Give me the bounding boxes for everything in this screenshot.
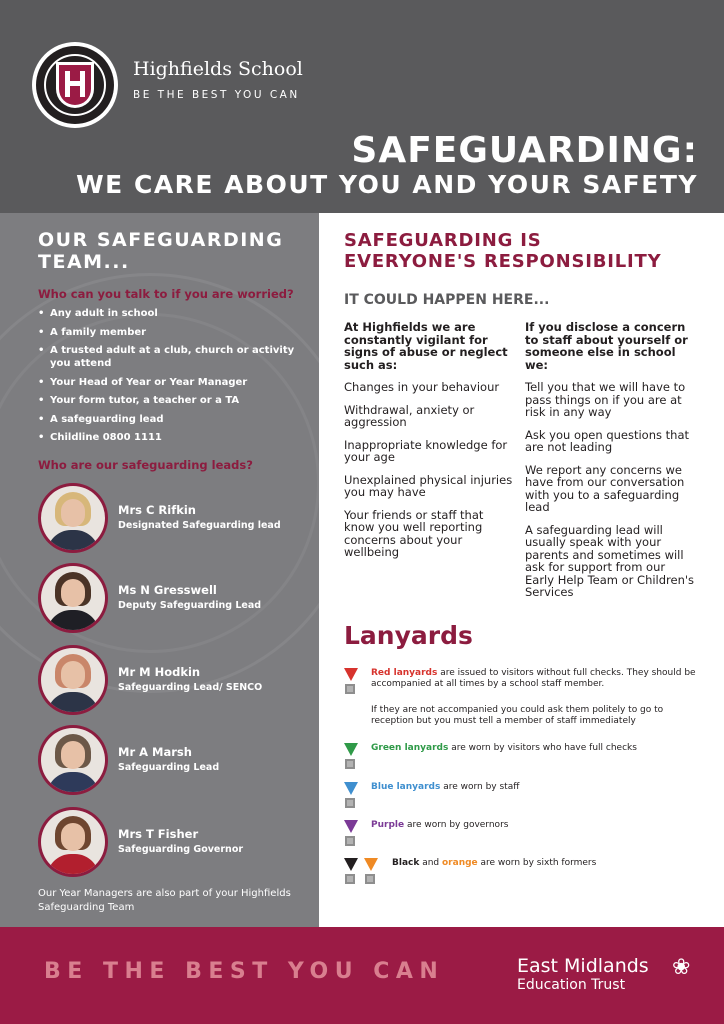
list-item: • Your Head of Year or Year Manager bbox=[38, 376, 308, 389]
purple-lanyard-icon bbox=[344, 820, 358, 833]
black-lanyard-label: Black bbox=[392, 858, 420, 868]
lanyard-card-icon bbox=[345, 874, 355, 884]
blue-lanyard-icon bbox=[344, 782, 358, 795]
orange-lanyard-icon bbox=[364, 858, 378, 871]
orange-lanyard-label: orange bbox=[442, 858, 478, 868]
lanyard-card-icon bbox=[345, 684, 355, 694]
leads-question: Who are our safeguarding leads? bbox=[38, 458, 253, 472]
safeguarding-team-panel bbox=[0, 213, 319, 927]
list-item: A safeguarding lead will usually speak with your parents and sometimes will ask for support from our Early Help Team or Children's Services bbox=[525, 522, 695, 599]
lead-name: Ms N Gresswell bbox=[118, 583, 217, 597]
list-item: Tell you that we will have to pass things on if you are at risk in any way bbox=[525, 380, 686, 419]
talk-list bbox=[38, 307, 308, 450]
sixth-form-lanyard-desc: are worn by sixth formers bbox=[477, 858, 597, 868]
lead-name: Mr M Hodkin bbox=[118, 665, 201, 679]
list-item: We report any concerns we have from our conversation with you to a safeguarding lead bbox=[525, 462, 685, 514]
header-banner bbox=[0, 0, 724, 213]
lead-role: Safeguarding Governor bbox=[118, 844, 244, 855]
team-title: OUR SAFEGUARDING TEAM... bbox=[38, 229, 284, 273]
green-lanyard-text bbox=[371, 743, 706, 754]
vigilant-heading: At Highfields we are constantly vigilant for signs of abuse or neglect such as: bbox=[344, 320, 508, 372]
list-item: Changes in your behaviour bbox=[344, 380, 500, 394]
trust-name-line2: Education Trust bbox=[517, 977, 626, 993]
lead-card bbox=[38, 807, 318, 877]
red-lanyard-label: Red lanyards bbox=[371, 668, 438, 678]
purple-lanyard-label: Purple bbox=[371, 820, 405, 830]
lanyard-card-icon bbox=[365, 874, 375, 884]
page-title: SAFEGUARDING: bbox=[351, 130, 698, 171]
responsibility-title bbox=[344, 230, 661, 272]
list-item: • Your form tutor, a teacher or a TA bbox=[38, 394, 308, 407]
red-lanyard-icon bbox=[344, 668, 358, 681]
lead-photo bbox=[38, 807, 108, 877]
sixth-form-lanyard-text bbox=[392, 858, 724, 869]
school-motto: BE THE BEST YOU CAN bbox=[133, 89, 300, 101]
responsibility-title-line: SAFEGUARDING IS bbox=[344, 230, 542, 251]
blue-lanyard-desc: are worn by staff bbox=[440, 782, 520, 792]
lead-role: Safeguarding Lead/ SENCO bbox=[118, 682, 263, 693]
trust-logo-icon: ❀ bbox=[672, 955, 691, 980]
disclose-heading: If you disclose a concern to staff about yourself or someone else in school we: bbox=[525, 320, 688, 372]
lanyard-card-icon bbox=[345, 759, 355, 769]
lead-photo bbox=[38, 563, 108, 633]
lanyard-card-icon bbox=[345, 836, 355, 846]
red-lanyard-text bbox=[371, 668, 706, 689]
green-lanyard-desc: are worn by visitors who have full checks bbox=[448, 743, 637, 753]
purple-lanyard-desc: are worn by governors bbox=[404, 820, 509, 830]
lead-card bbox=[38, 725, 318, 795]
and-text: and bbox=[419, 858, 442, 868]
green-lanyard-label: Green lanyards bbox=[371, 743, 449, 753]
lead-name: Mrs T Fisher bbox=[118, 827, 199, 841]
talk-question: Who can you talk to if you are worried? bbox=[38, 287, 294, 301]
footer-banner bbox=[0, 927, 724, 1024]
list-item: Withdrawal, anxiety or aggression bbox=[344, 402, 475, 429]
could-happen-heading: IT COULD HAPPEN HERE... bbox=[344, 292, 550, 308]
red-lanyard-note: If they are not accompanied you could ask them politely to go to reception but you must tell a member of staff immediately bbox=[371, 705, 664, 726]
responsibility-title-line: EVERYONE'S RESPONSIBILITY bbox=[344, 251, 662, 272]
lead-card bbox=[38, 483, 318, 553]
trust-name-line1: East Midlands bbox=[517, 955, 649, 977]
lanyard-card-icon bbox=[345, 798, 355, 808]
green-lanyard-icon bbox=[344, 743, 358, 756]
vigilant-column bbox=[344, 321, 514, 569]
lead-role: Designated Safeguarding lead bbox=[118, 520, 281, 531]
school-name: Highfields School bbox=[133, 58, 303, 80]
lead-card bbox=[38, 563, 318, 633]
list-item: Unexplained physical injuries you may have bbox=[344, 472, 513, 499]
lead-name: Mrs C Rifkin bbox=[118, 503, 196, 517]
footer-motto: BE THE BEST YOU CAN bbox=[44, 959, 445, 984]
list-item: • Childline 0800 1111 bbox=[38, 431, 308, 444]
disclose-column bbox=[525, 321, 695, 609]
lead-photo bbox=[38, 483, 108, 553]
list-item: • A safeguarding lead bbox=[38, 413, 308, 426]
lead-role: Safeguarding Lead bbox=[118, 762, 220, 773]
red-lanyard-desc: are issued to visitors without full checks. They should be accompanied at all times by a school staff member. bbox=[371, 668, 696, 689]
lead-card bbox=[38, 645, 318, 715]
lead-role: Deputy Safeguarding Lead bbox=[118, 600, 262, 611]
lead-name: Mr A Marsh bbox=[118, 745, 192, 759]
list-item: • A trusted adult at a club, church or activity you attend bbox=[38, 344, 308, 370]
blue-lanyard-text bbox=[371, 782, 706, 793]
page-subtitle: WE CARE ABOUT YOU AND YOUR SAFETY bbox=[76, 170, 698, 199]
lead-photo bbox=[38, 725, 108, 795]
list-item: Inappropriate knowledge for your age bbox=[344, 437, 508, 464]
lanyards-title: Lanyards bbox=[344, 621, 473, 650]
purple-lanyard-text bbox=[371, 820, 706, 831]
black-lanyard-icon bbox=[344, 858, 358, 871]
list-item: Your friends or staff that know you well reporting concerns about your wellbeing bbox=[344, 507, 484, 559]
team-footnote: Our Year Managers are also part of your Highfields Safeguarding Team bbox=[38, 888, 291, 913]
list-item: • A family member bbox=[38, 326, 308, 339]
list-item: Ask you open questions that are not leading bbox=[525, 427, 689, 454]
lead-photo bbox=[38, 645, 108, 715]
blue-lanyard-label: Blue lanyards bbox=[371, 782, 441, 792]
list-item: • Any adult in school bbox=[38, 307, 308, 320]
school-logo bbox=[32, 42, 118, 128]
